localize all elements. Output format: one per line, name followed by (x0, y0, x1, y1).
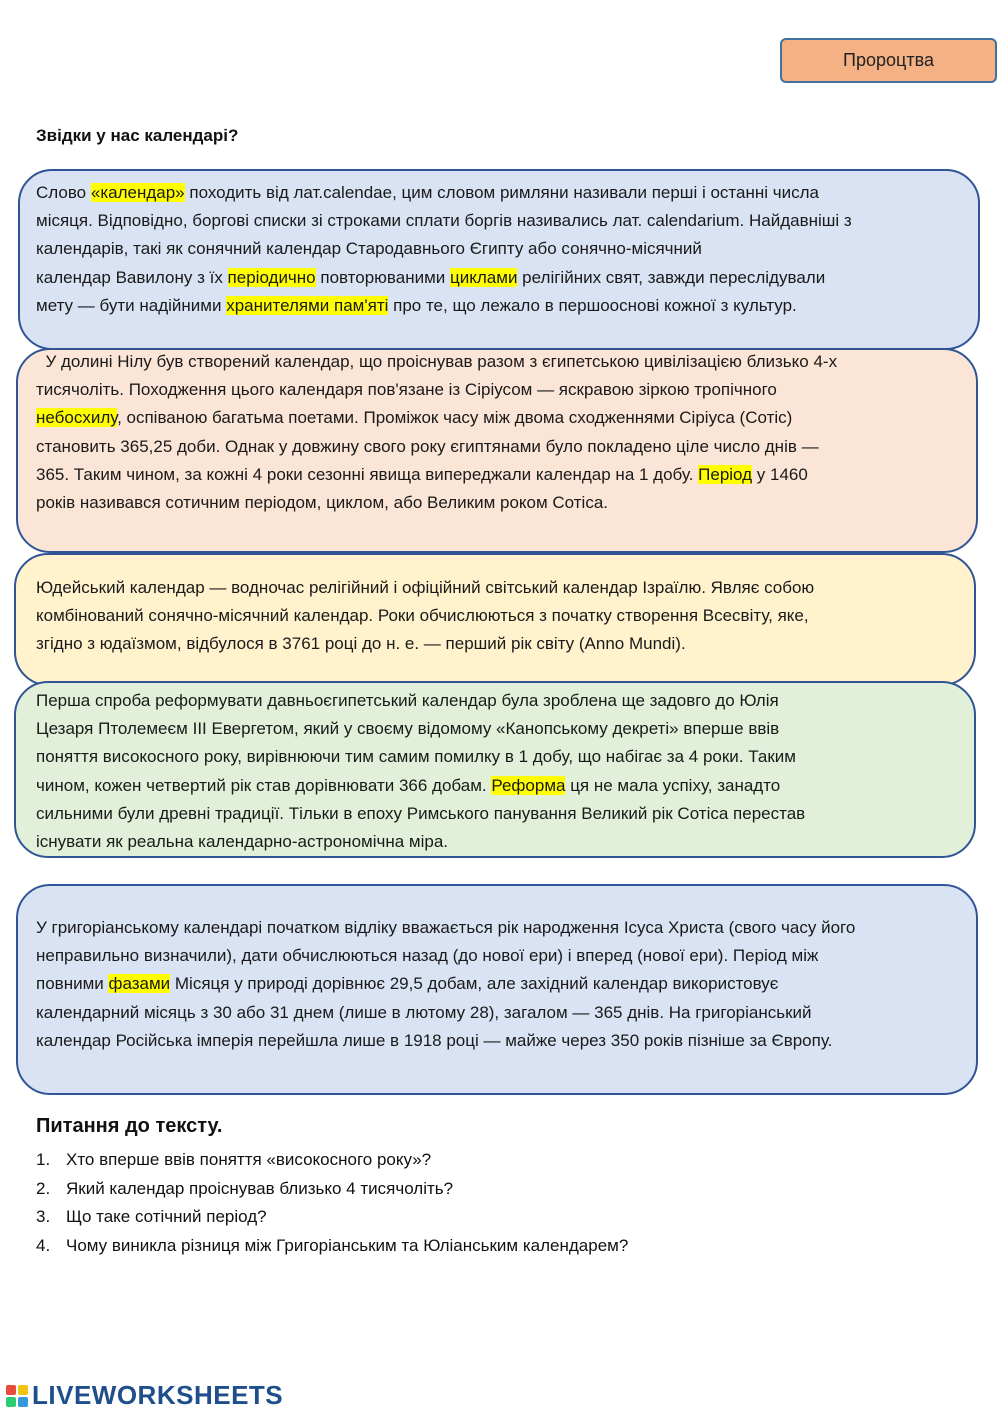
question-text: Який календар проіснував близько 4 тисячоліть? (66, 1178, 454, 1198)
text-line: У григоріанському календарі початком відліку вважається рік народження Ісуса Христа (свого часу його (36, 918, 856, 937)
text-line: становить 365,25 доби. Однак у довжину свого року єгиптянами було покладено ціле число днів — (36, 436, 819, 456)
text-line: У долині Нілу був створений календар, що проіснував разом з єгипетською цивілізацією близько 4-х (36, 352, 838, 371)
question-text: Чому виникла різниця між Григоріанським та Юліанським календарем? (66, 1235, 629, 1255)
question-number: 2. (36, 1178, 51, 1198)
text-box-egyptian-calendar-text (36, 348, 837, 517)
text-line: повними фазами Місяця у природі дорівнює 29,5 добам, але західний календар використовує (36, 974, 779, 994)
text-line: згідно з юдаїзмом, відбулося в 3761 році до н. е. — перший рік світу (Anno Mundi). (36, 634, 686, 654)
question-text: Що таке сотічний період? (66, 1207, 267, 1226)
highlighted-word: Період (698, 464, 753, 484)
text-line: 365. Таким чином, за кожні 4 роки сезонні явища випереджали календар на 1 добу. Період у 1460 (36, 464, 808, 484)
question-number: 4. (36, 1235, 51, 1255)
highlighted-word: небосхилу (36, 408, 118, 428)
question-number: 1. (36, 1150, 51, 1169)
question-text: Хто вперше ввів поняття «високосного року»? (66, 1150, 432, 1169)
text-line: існувати як реальна календарно-астрономічна міра. (36, 832, 449, 852)
highlighted-word: фазами (108, 974, 171, 994)
logo-text: LIVEWORKSHEETS (32, 1380, 284, 1410)
question-item (36, 1175, 628, 1204)
text-line: календар Вавилону з їх періодично повторюваними циклами релігійних свят, завжди переслідували (36, 267, 826, 287)
text-line: небосхилу, оспіваною багатьма поетами. Проміжок часу між двома сходженнями Сіріуса (Сотіс) (36, 408, 793, 428)
prophecies-button[interactable] (780, 38, 997, 83)
text-line: Цезаря Птолемеєм III Евергетом, який у своєму відомому «Канопському декреті» вперше ввів (36, 719, 780, 739)
highlighted-word: Реформа (491, 775, 566, 795)
question-item (36, 1146, 628, 1175)
text-line: сильними були древні традиції. Тільки в епоху Римського панування Великий рік Сотіса перестав (36, 803, 806, 823)
prophecies-button-label: Пророцтва (843, 50, 934, 70)
text-box-jewish-calendar-text (36, 574, 814, 659)
text-box-calendar-origin-text (36, 179, 852, 320)
text-line: календарний місяць з 30 або 31 днем (лише в лютому 28), загалом — 365 днів. На григоріанський (36, 1002, 812, 1022)
questions-title: Питання до тексту. (36, 1115, 223, 1137)
text-line: мету — бути надійними хранителями пам'яті про те, що лежало в першооснові кожної з культур. (36, 295, 797, 315)
liveworksheets-logo[interactable] (6, 1380, 283, 1411)
text-line: неправильно визначили), дати обчислюються назад (до нової ери) і вперед (нової ери). Період між (36, 946, 819, 966)
text-line: календар Російська імперія перейшла лише в 1918 році — майже через 350 років пізніше за Європу. (36, 1030, 833, 1050)
text-line: календарів, такі як сонячний календар Стародавнього Єгипту або сонячно-місячний (36, 239, 702, 259)
highlighted-word: «календар» (90, 183, 185, 202)
text-line: Слово «календар» походить від лат.calendae, цим словом римляни називали перші і останні числа (36, 183, 819, 202)
highlighted-word: хранителями пам'яті (226, 295, 389, 315)
text-box-gregorian-calendar-text (36, 914, 855, 1055)
text-line: поняття високосного року, вирівнюючи тим самим помилку в 1 добу, що набігає за 4 роки. Таким (36, 747, 796, 767)
text-line: місяця. Відповідно, боргові списки зі строками сплати боргів називались лат. calendarium. Найдавніші з (36, 211, 852, 231)
highlighted-word: періодично (227, 267, 316, 287)
page-title: Звідки у нас календарі? (36, 126, 239, 145)
text-line: років називався сотичним періодом, циклом, або Великим роком Сотіса. (36, 493, 608, 513)
text-line: комбінований сонячно-місячний календар. Роки обчислюються з початку створення Всесвіту, яке, (36, 606, 809, 626)
text-line: чином, кожен четвертий рік став дорівнювати 366 добам. Реформа ця не мала успіху, занадто (36, 775, 781, 795)
highlighted-word: циклами (450, 267, 518, 287)
logo-blocks-icon (6, 1385, 28, 1407)
text-line: Перша спроба реформувати давньоєгипетський календар була зроблена ще задовго до Юлія (36, 691, 779, 710)
text-line: тисячоліть. Походження цього календаря пов'язане із Сіріусом — яскравою зіркою тропічного (36, 380, 777, 400)
text-box-reform-text (36, 687, 805, 856)
questions-list (36, 1146, 628, 1260)
question-number: 3. (36, 1207, 51, 1226)
question-item (36, 1203, 628, 1232)
question-item (36, 1232, 628, 1261)
text-line: Юдейський календар — водночас релігійний і офіційний світський календар Ізраїлю. Являє собою (36, 578, 815, 597)
